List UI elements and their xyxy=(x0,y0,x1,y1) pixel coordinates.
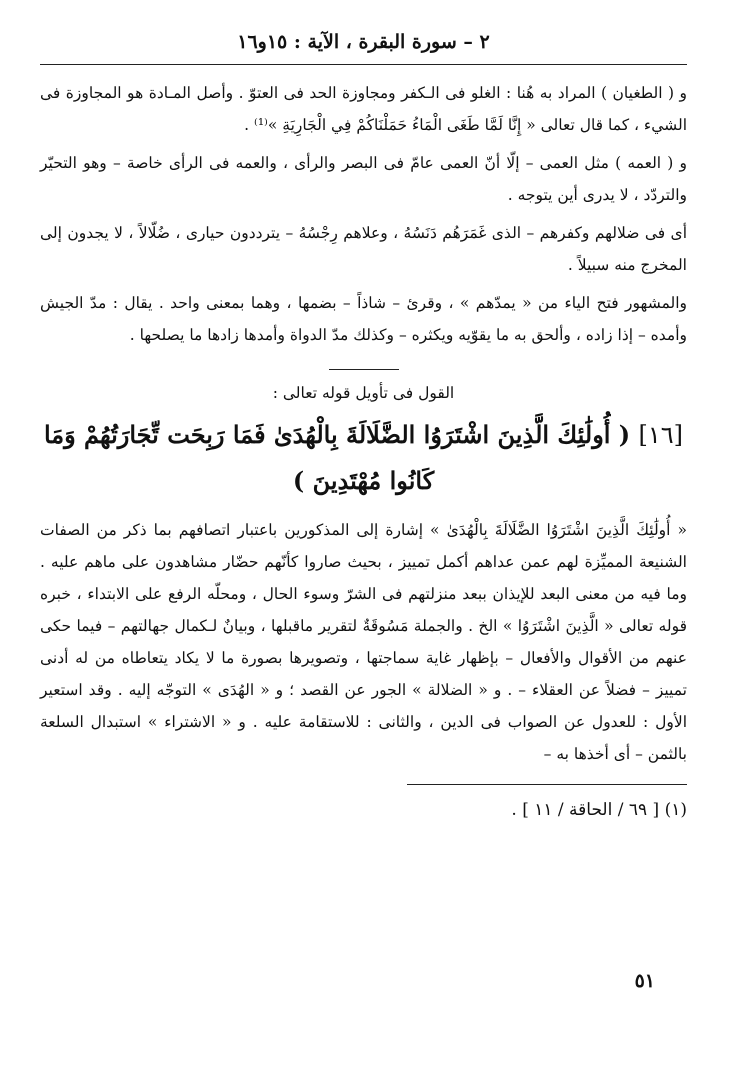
footnote: (١) [ ٦٩ / الحاقة / ١١ ] . xyxy=(511,800,687,820)
paragraph-commentary: « أُولَٰئِكَ الَّذِينَ اشْتَرَوُا الضَّلَالَةَ بِالْهُدَىٰ » إشارة إلى المذكورين باعتبار اتصافهم بما ذكر من الصفات الشنيعة المميِّزة لهم عمن عداهم أكمل تمييز ، بحيث صاروا كأنّهم حضّار مشاهدون على ماهم عليه . وما فيه من معنى البعد للإيذان ببعد منزلتهم فى الشرّ وسوء الحال ، ومحلّه الرفع على الابتداء ، خبره قوله تعالى « الَّذِينَ اشْتَرَوُا » الخ . والجملة مَسُوقَةٌ لتقرير ماقبلها ، وبيانٌ لـكمال جهالتهم – فيما حكى عنهم من الأقوال والأفعال – بإظهار غاية سماجتها ، وتصويرها بصورة ما لا يكاد يتعاطاه من له أدنى تمييز – فضلاً عن العقلاء – . و « الضلالة » الجور عن القصد ؛ و « الهُدَى » التوجّه إليه . وقد استعير الأول : للعدول عن الصواب فى الدين ، والثانى : للاستقامة عليه . و « الاشتراء » استبدال السلعة بالثمن – أى أخذها به – xyxy=(40,521,687,763)
verse-text: ( أُولَٰئِكَ الَّذِينَ اشْتَرَوُا الضَّلَالَةَ بِالْهُدَىٰ فَمَا رَبِحَت تِّجَارَتُهُمْ وَمَا كَانُوا مُهْتَدِينَ ) xyxy=(43,420,631,495)
paragraph-yamudduhum: والمشهور فتح الياء من « يمدّهم » ، وقرئ – شاذاً – بضمها ، وهما بمعنى واحد . يقال : مدّ الجيش وأمده – إذا زاده ، وألحق به ما يقوّيه ويكثره – وكذلك مدّ الدواة وأمدها زادها ما يصلحها . xyxy=(40,294,687,344)
section-divider xyxy=(329,369,399,370)
verse-number: [١٦] xyxy=(638,421,684,449)
paragraph-tughyan: و ( الطغيان ) المراد به هُنا : الغلو فى الـكفر ومجاوزة الحد فى العتوّ . وأصل المـادة هو المجاوزة فى الشيء ، كما قال تعالى « إِنَّا لَمَّا طَغَى الْمَاءُ حَمَلْنَاكُمْ فِي الْجَارِيَةِ »⁽¹⁾ . xyxy=(40,84,687,134)
running-header: ٢ – سورة البقرة ، الآية : ١٥و١٦ xyxy=(237,31,490,53)
page-number: ٥١ xyxy=(634,970,655,992)
paragraph-amah: و ( العمه ) مثل العمى – إلّا أنّ العمى عامّ فى البصر والرأى ، والعمه فى الرأى خاصة – وهو التحيّر والتردّد ، لا يدرى أين يتوجه . xyxy=(40,154,687,204)
section-heading: القول فى تأويل قوله تعالى : xyxy=(272,384,455,402)
paragraph-dalal: أى فى ضلالهم وكفرهم – الذى غَمَرَهُم دَنَسُهُ ، وعلاهم رِجْسُهُ – يترددون حيارى ، ضُلّالاً ، لا يجدون إلى المخرج منه سبيلاً . xyxy=(40,224,687,274)
footnote-rule xyxy=(407,784,687,785)
header-rule xyxy=(40,64,687,65)
quran-verse xyxy=(40,412,687,504)
